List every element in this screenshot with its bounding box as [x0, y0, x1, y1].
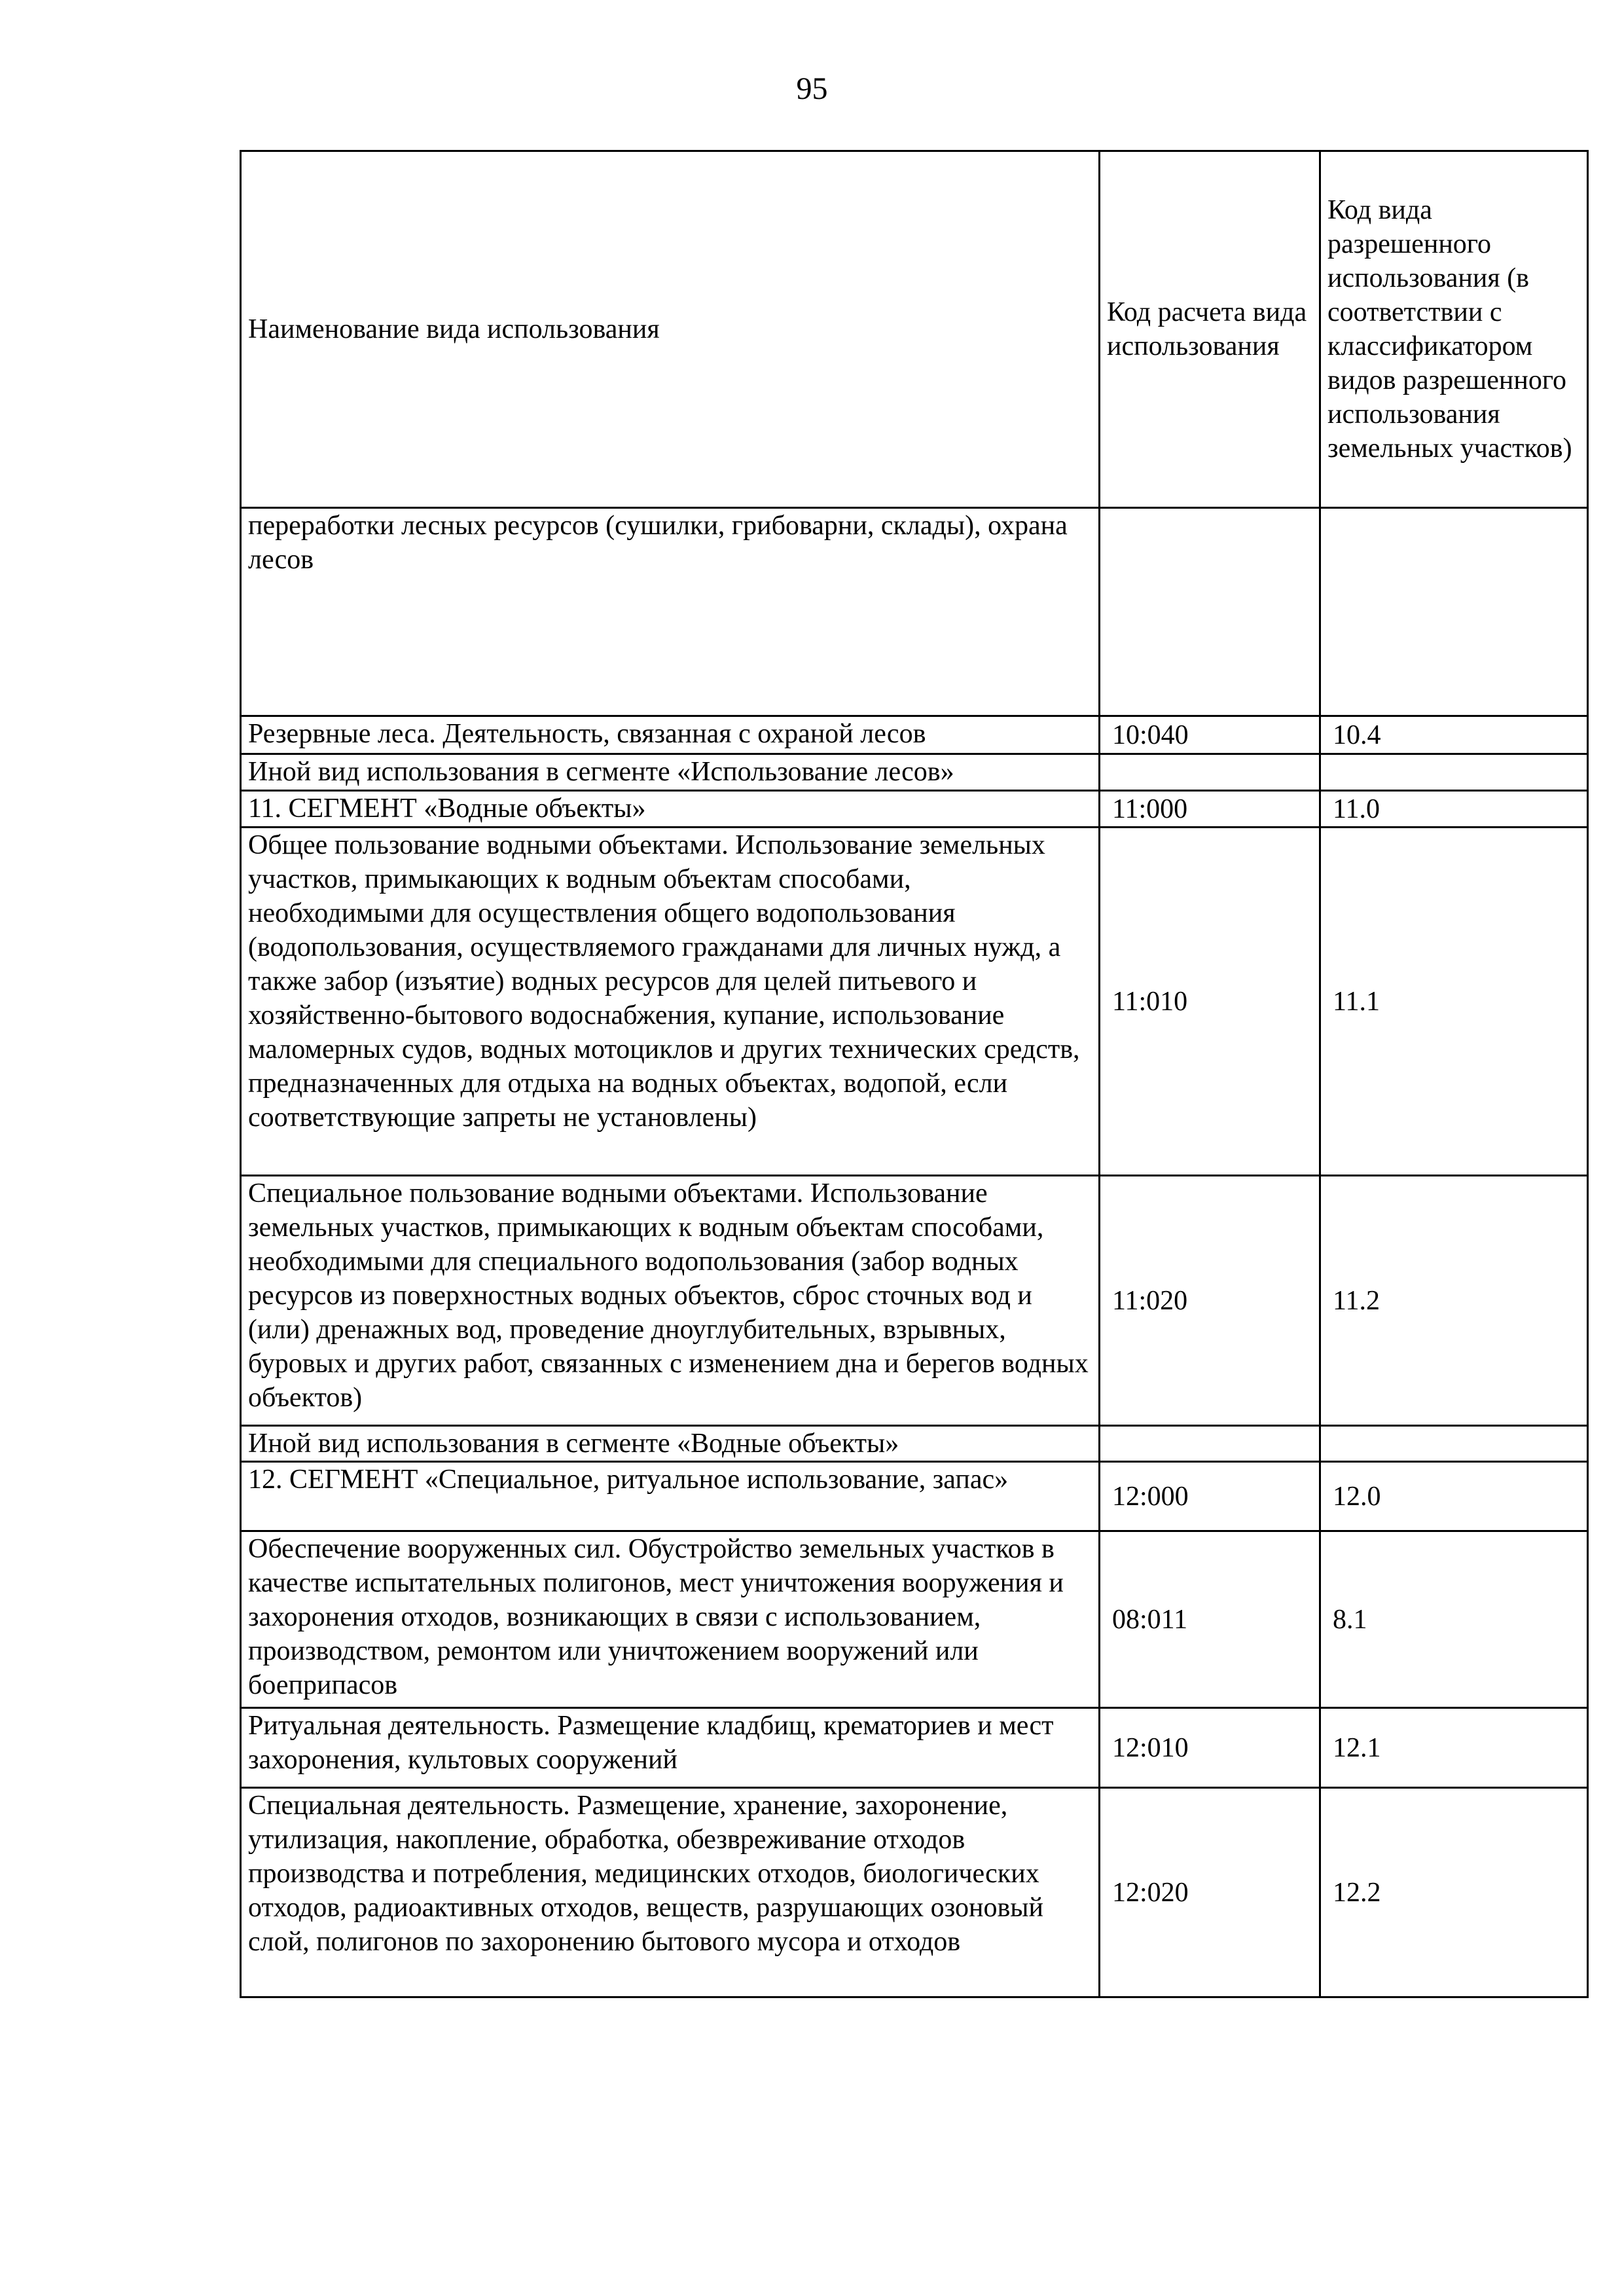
row-calc-code	[1100, 754, 1320, 791]
row-permitted-code: 10.4	[1320, 716, 1588, 754]
row-name: Специальное пользование водными объектами. Использование земельных участков, примыкающих к водным объектам способами, необходимыми для специального водопользования (забор водных ресурсов из поверхностных водных объектов, сброс сточных вод и (или) дренажных вод, проведение дноуглубительных, взрывных, буровых и других работ, связанных с изменением дна и берегов водных объектов)	[241, 1176, 1100, 1426]
page-number: 95	[796, 71, 828, 106]
row-calc-code: 11:010	[1100, 828, 1320, 1176]
row-permitted-code: 12.0	[1320, 1462, 1588, 1531]
row-permitted-code: 8.1	[1320, 1531, 1588, 1708]
header-name: Наименование вида использования	[241, 151, 1100, 508]
row-permitted-code: 12.1	[1320, 1708, 1588, 1788]
row-name: Иной вид использования в сегменте «Водные объекты»	[241, 1426, 1100, 1462]
table-row	[241, 716, 1588, 754]
row-calc-code: 12:010	[1100, 1708, 1320, 1788]
header-calc-code: Код расчета вида использования	[1100, 151, 1320, 508]
land-use-table	[240, 150, 1589, 1998]
table-row	[241, 828, 1588, 1176]
row-calc-code	[1100, 508, 1320, 716]
row-calc-code: 12:000	[1100, 1462, 1320, 1531]
row-name: переработки лесных ресурсов (сушилки, грибоварни, склады), охрана лесов	[241, 508, 1100, 716]
row-name: Общее пользование водными объектами. Использование земельных участков, примыкающих к водным объектам способами, необходимыми для осуществления общего водопользования (водопользования, осуществляемого гражданами для личных нужд, а также забор (изъятие) водных ресурсов для целей питьевого и хозяйственно-бытового водоснабжения, купание, использование маломерных судов, водных мотоциклов и других технических средств, предназначенных для отдыха на водных объектах, водопой, если соответствующие запреты не установлены)	[241, 828, 1100, 1176]
row-permitted-code	[1320, 508, 1588, 716]
row-calc-code: 12:020	[1100, 1788, 1320, 1997]
table-row	[241, 754, 1588, 791]
row-name: Ритуальная деятельность. Размещение кладбищ, крематориев и мест захоронения, культовых сооружений	[241, 1708, 1100, 1788]
row-calc-code: 10:040	[1100, 716, 1320, 754]
row-permitted-code: 12.2	[1320, 1788, 1588, 1997]
table-row	[241, 1426, 1588, 1462]
row-calc-code: 11:020	[1100, 1176, 1320, 1426]
row-permitted-code: 11.0	[1320, 791, 1588, 828]
row-calc-code	[1100, 1426, 1320, 1462]
row-permitted-code	[1320, 754, 1588, 791]
row-name: Иной вид использования в сегменте «Использование лесов»	[241, 754, 1100, 791]
table-row	[241, 1708, 1588, 1788]
row-name: Резервные леса. Деятельность, связанная с охраной лесов	[241, 716, 1100, 754]
table-header-row	[241, 151, 1588, 508]
row-permitted-code	[1320, 1426, 1588, 1462]
row-permitted-code: 11.2	[1320, 1176, 1588, 1426]
row-name: 12. СЕГМЕНТ «Специальное, ритуальное использование, запас»	[241, 1462, 1100, 1531]
row-calc-code: 08:011	[1100, 1531, 1320, 1708]
row-name: Специальная деятельность. Размещение, хранение, захоронение, утилизация, накопление, обработка, обезвреживание отходов производства и потребления, медицинских отходов, биологических отходов, радиоактивных отходов, веществ, разрушающих озоновый слой, полигонов по захоронению бытового мусора и отходов	[241, 1788, 1100, 1997]
table-row	[241, 791, 1588, 828]
row-permitted-code: 11.1	[1320, 828, 1588, 1176]
table-row	[241, 1531, 1588, 1708]
row-name: Обеспечение вооруженных сил. Обустройство земельных участков в качестве испытательных полигонов, мест уничтожения вооружения и захоронения отходов, возникающих в связи с использованием, производством, ремонтом или уничтожением вооружений или боеприпасов	[241, 1531, 1100, 1708]
table-row	[241, 1462, 1588, 1531]
row-name: 11. СЕГМЕНТ «Водные объекты»	[241, 791, 1100, 828]
row-calc-code: 11:000	[1100, 791, 1320, 828]
table-row	[241, 508, 1588, 716]
table-row	[241, 1788, 1588, 1997]
table-row	[241, 1176, 1588, 1426]
header-permitted-code: Код вида разрешенного использования (в соответствии с классификатором видов разрешенного использования земельных участков)	[1320, 151, 1588, 508]
